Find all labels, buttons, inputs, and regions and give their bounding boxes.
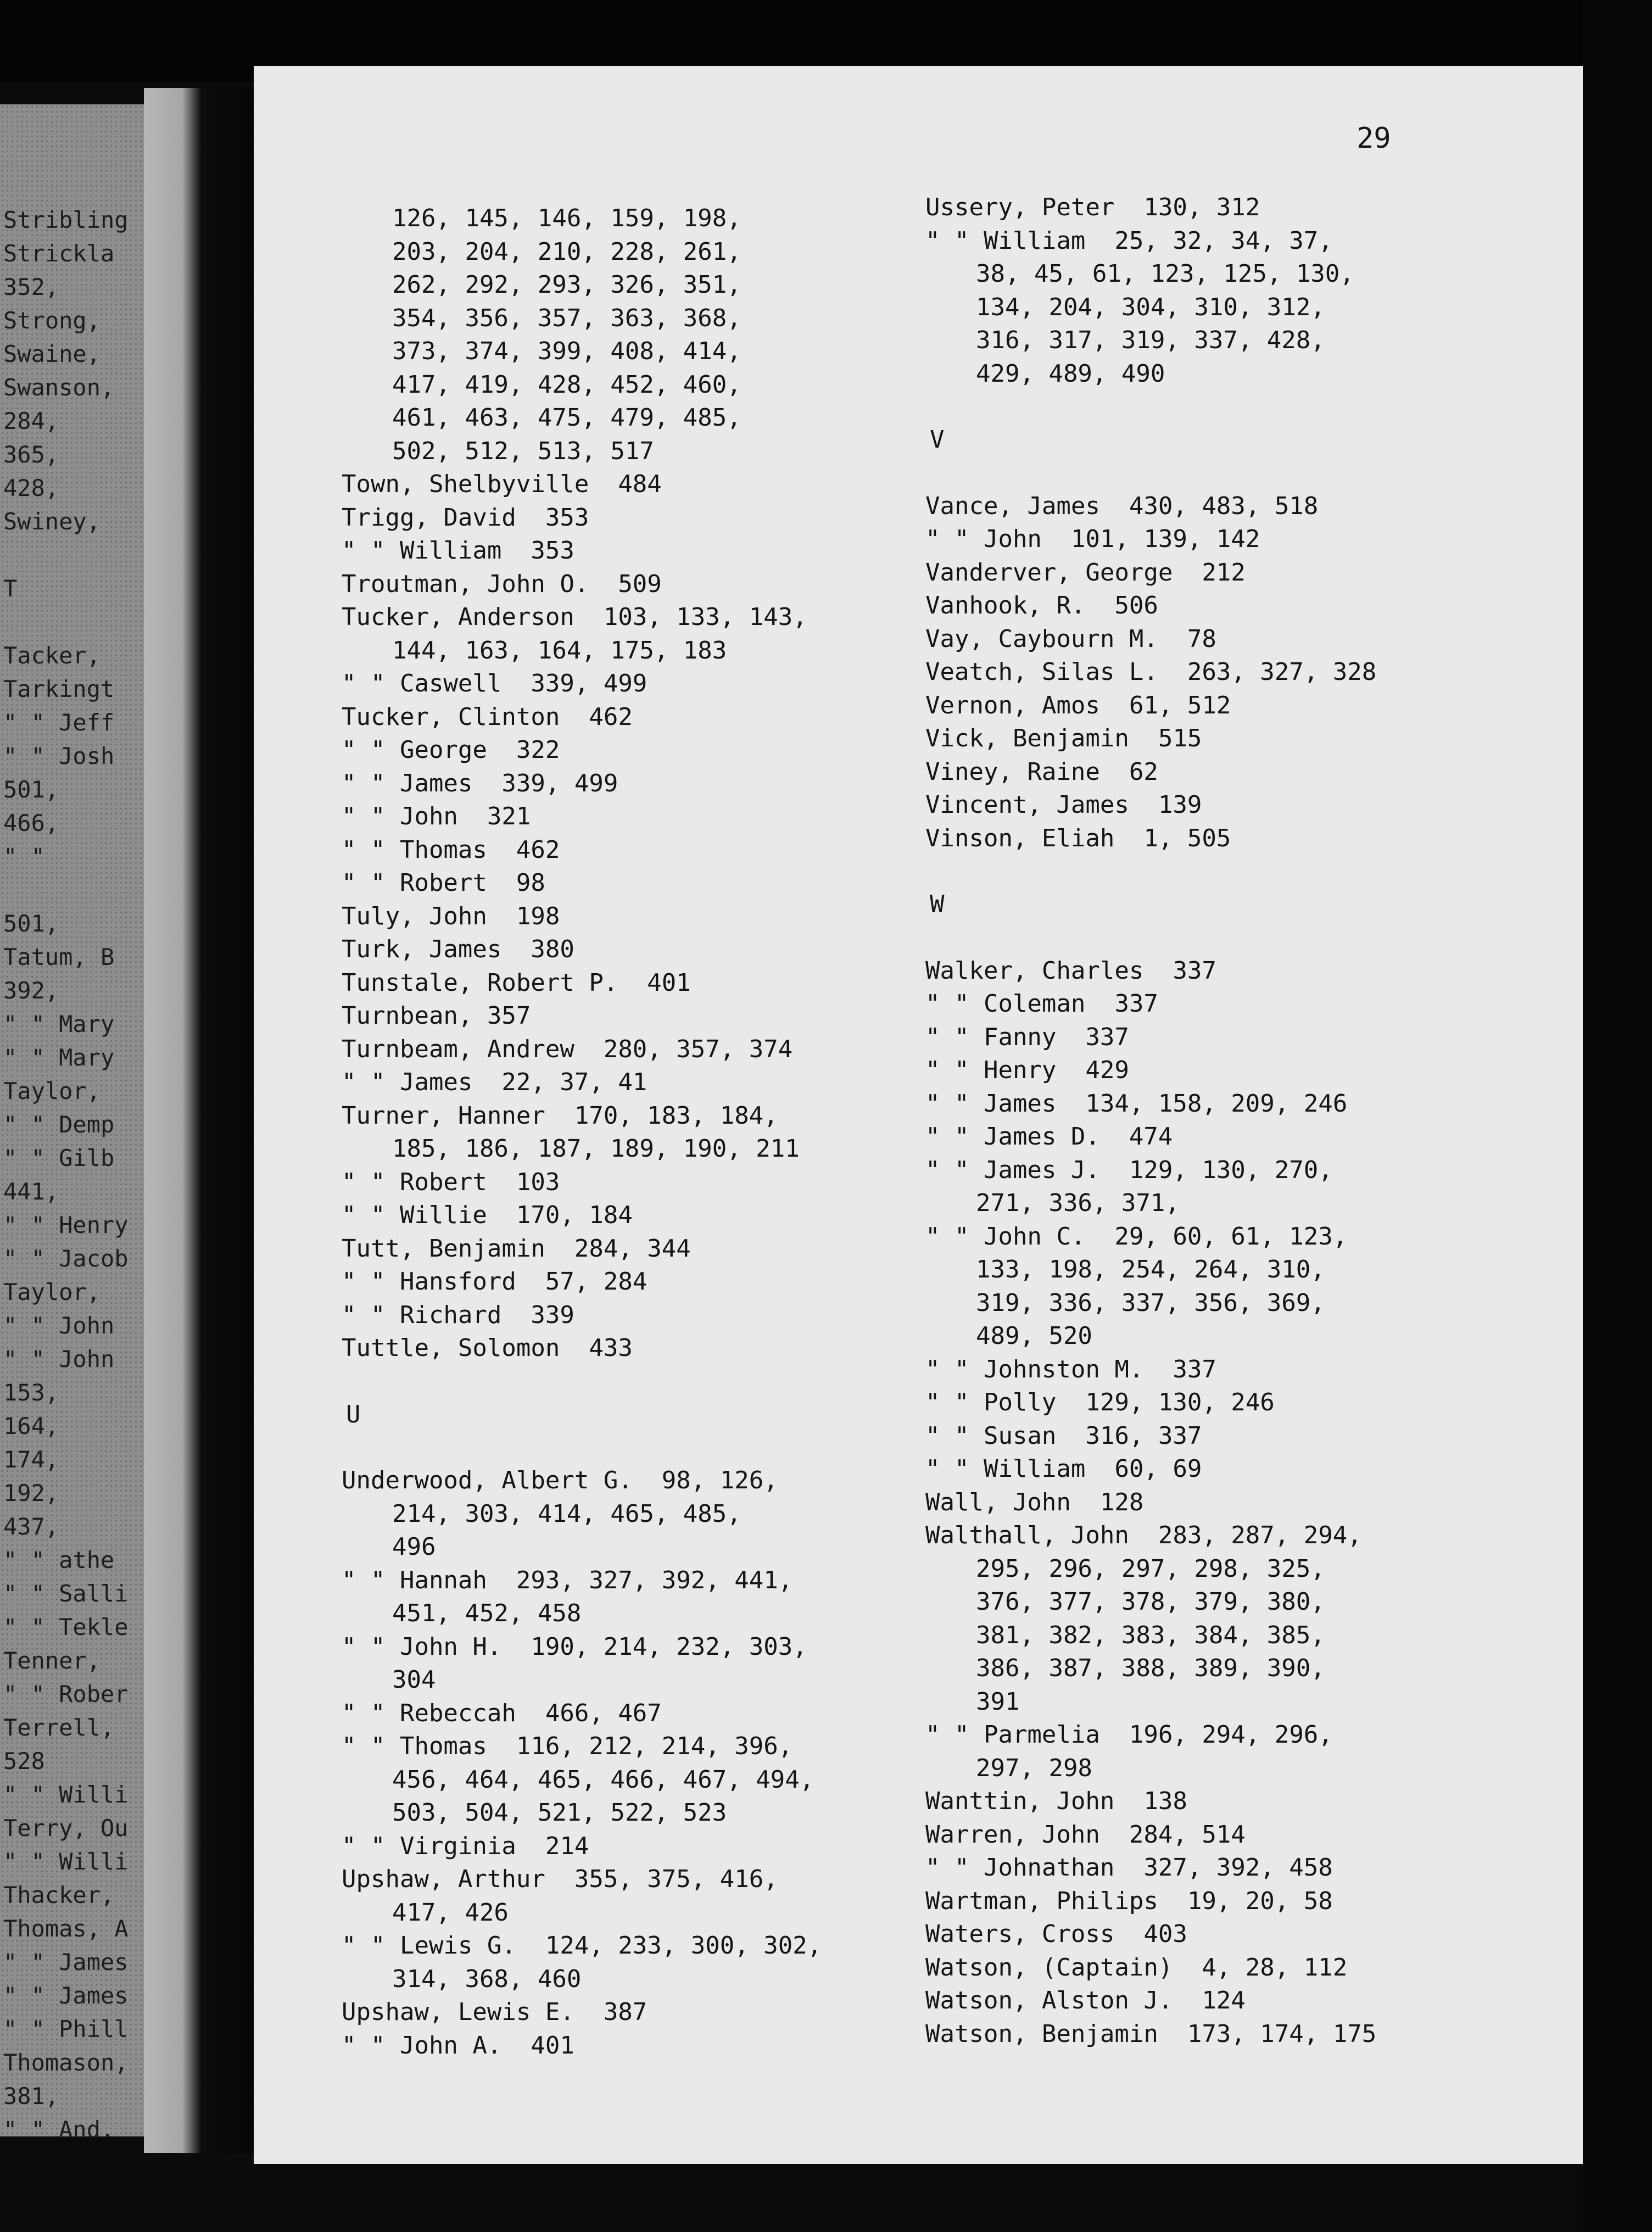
margin-fragment: " " Jeff [3,709,115,736]
index-entry [342,767,891,801]
entry-line: Tuly, John 198 [342,902,560,930]
index-entry [925,623,1475,656]
index-entry [925,1386,1475,1420]
entry-line: Underwood, Albert G. 98, 126, [342,1466,778,1494]
entry-line: " " Fanny 337 [925,1023,1129,1051]
entry-line: " " William 25, 32, 34, 37, [925,226,1333,255]
entry-continuation: 386, 387, 388, 389, 390, [976,1654,1325,1682]
margin-fragment: 352, [3,274,59,300]
section-gap [342,1431,891,1464]
margin-fragment: 164, [3,1413,59,1439]
index-entry [342,534,891,568]
entry-continuation: 271, 336, 371, [976,1189,1180,1217]
margin-fragment: 365, [3,441,59,468]
entry-line: Wanttin, John 138 [925,1787,1187,1815]
entry-line: " " John 321 [342,802,531,830]
index-entry [342,1000,891,1033]
entry-line: " " James 134, 158, 209, 246 [925,1089,1348,1118]
index-entry [925,1353,1475,1387]
entry-line: Turnbeam, Andrew 280, 357, 374 [342,1035,793,1063]
entry-continuation: 203, 204, 210, 228, 261, [392,237,741,266]
entry-line: " " Parmelia 196, 294, 296, [925,1721,1333,1749]
index-entry [342,1730,891,1830]
margin-fragment: " " Rober [3,1681,129,1708]
index-entry [925,490,1475,523]
entry-continuation: 134, 204, 304, 310, 312, [976,293,1325,321]
entry-continuation: 295, 296, 297, 298, 325, [976,1554,1325,1583]
margin-fragment: " " Mary [3,1044,115,1071]
section-gap [925,855,1475,888]
entry-line: Viney, Raine 62 [925,757,1158,786]
margin-fragment: Strickla [3,240,115,267]
entry-line: Town, Shelbyville 484 [342,470,662,498]
section-gap [925,922,1475,955]
index-entry [342,568,891,601]
entry-line: " " Johnathan 327, 392, 458 [925,1854,1333,1882]
entry-line: " " Hansford 57, 284 [342,1268,648,1296]
entry-continuation: 144, 163, 164, 175, 183 [392,636,727,665]
entry-continuation: 502, 512, 513, 517 [392,437,654,465]
entry-line: Watson, Alston J. 124 [925,1987,1246,2015]
index-entry [342,1830,891,1863]
entry-continuation: 304 [392,1666,436,1694]
index-column-right [925,191,1475,2051]
entry-line: " " Polly 129, 130, 246 [925,1388,1275,1416]
entry-continuation: 297, 298 [976,1754,1092,1782]
entry-line: " " Virginia 214 [342,1832,589,1860]
margin-fragment: " " [3,843,45,870]
index-entry [925,1220,1475,1353]
margin-fragment: " " John [3,1312,115,1339]
index-entry [342,933,891,967]
entry-line: Tucker, Anderson 103, 133, 143, [342,603,807,631]
index-entry [925,1453,1475,1486]
margin-fragment: " " Mary [3,1011,115,1037]
margin-fragment: " " Willi [3,1781,129,1808]
entry-line: Trigg, David 353 [342,503,589,532]
index-entry [925,556,1475,590]
index-entry [342,1332,891,1365]
index-entry [925,1420,1475,1453]
margin-fragment: Swiney, [3,508,101,535]
margin-fragment: Tacker, [3,642,101,669]
margin-fragment: " " Willi [3,1848,129,1875]
index-entry [342,734,891,767]
index-entry [342,1066,891,1100]
entry-line: Tutt, Benjamin 284, 344 [342,1234,691,1263]
index-entry [342,1697,891,1731]
section-letter: W [930,890,945,918]
section-letter: U [346,1400,361,1429]
adjacent-page-strip [0,104,144,2143]
index-entry [925,955,1475,988]
entry-continuation: 185, 186, 187, 189, 190, 211 [392,1135,800,1163]
entry-line: Turk, James 380 [342,935,574,963]
index-entry [925,722,1475,756]
margin-fragment: " " Jacob [3,1245,129,1272]
entry-line: Vincent, James 139 [925,791,1202,819]
margin-fragment: Strong, [3,307,101,334]
entry-continuation: 381, 382, 383, 384, 385, [976,1621,1325,1649]
entry-line: " " Robert 98 [342,869,545,897]
entry-line: " " William 60, 69 [925,1455,1202,1483]
index-entry [342,501,891,535]
section-gap [925,457,1475,490]
entry-continuation: 133, 198, 254, 264, 310, [976,1256,1325,1284]
entry-continuation: 373, 374, 399, 408, 414, [392,337,741,365]
entry-line: Walker, Charles 337 [925,956,1216,985]
index-entry [342,1631,891,1697]
margin-fragment: 174, [3,1446,59,1473]
margin-fragment: " " Demp [3,1111,115,1138]
index-entry [342,1564,891,1631]
entry-line: " " John H. 190, 214, 232, 303, [342,1632,807,1661]
entry-line: " " Willie 170, 184 [342,1201,633,1229]
entry-line: " " Johnston M. 337 [925,1355,1216,1383]
index-entry [342,1464,891,1564]
margin-fragment: " " Phill [3,2016,129,2043]
index-entry [342,2029,891,2063]
entry-line: " " George 322 [342,736,560,764]
index-entry [342,701,891,734]
entry-continuation: 391 [976,1687,1020,1716]
entry-continuation: 496 [392,1533,436,1561]
entry-continuation: 314, 368, 460 [392,1965,582,1993]
entry-line: " " Thomas 116, 212, 214, 396, [342,1732,793,1760]
margin-fragment: 501, [3,910,59,937]
index-entry [342,1929,891,1996]
entry-line: Vance, James 430, 483, 518 [925,492,1319,520]
index-entry [925,1154,1475,1220]
index-entry [925,656,1475,689]
entry-line: 126, 145, 146, 159, 198, [392,204,741,232]
index-entry [342,1100,891,1166]
index-entry [342,202,891,468]
entry-continuation: 316, 317, 319, 337, 428, [976,326,1325,354]
index-entry [342,667,891,701]
entry-line: " " John A. 401 [342,2031,574,2060]
margin-fragment: " " Henry [3,1212,129,1238]
entry-continuation: 214, 303, 414, 465, 485, [392,1499,741,1528]
entry-line: Tuttle, Solomon 433 [342,1334,633,1362]
margin-fragment: 392, [3,977,59,1004]
index-entry [925,1851,1475,1885]
entry-line: " " James 339, 499 [342,769,618,797]
entry-line: " " William 353 [342,537,574,565]
entry-continuation: 489, 520 [976,1322,1092,1350]
entry-line: Turnbean, 357 [342,1002,531,1030]
margin-fragment: 441, [3,1178,59,1205]
index-entry [925,1818,1475,1852]
index-entry [342,800,891,834]
index-entry [342,1299,891,1332]
index-entry [342,1863,891,1929]
entry-continuation: 38, 45, 61, 123, 125, 130, [976,260,1354,288]
entry-line: " " Susan 316, 337 [925,1421,1202,1450]
entry-continuation: 451, 452, 458 [392,1599,582,1627]
margin-fragment: " " John [3,1346,115,1372]
margin-fragment: Swanson, [3,374,115,401]
entry-continuation: 461, 463, 475, 479, 485, [392,404,741,432]
margin-fragment: 437, [3,1513,59,1540]
entry-continuation: 262, 292, 293, 326, 351, [392,271,741,299]
entry-line: Wartman, Philips 19, 20, 58 [925,1887,1333,1915]
entry-line: Upshaw, Arthur 355, 375, 416, [342,1865,778,1893]
entry-line: Ussery, Peter 130, 312 [925,193,1260,221]
index-entry [925,191,1475,225]
margin-fragment: " " athe [3,1547,115,1573]
entry-line: Tucker, Clinton 462 [342,702,633,731]
index-entry [342,468,891,501]
index-entry [925,987,1475,1021]
entry-line: Vinson, Eliah 1, 505 [925,824,1231,852]
entry-line: " " Coleman 337 [925,990,1158,1018]
index-entry [342,1232,891,1266]
book-spine [144,88,254,2153]
page-number: 29 [1357,122,1391,155]
entry-line: Turner, Hanner 170, 183, 184, [342,1101,778,1130]
margin-fragment: 501, [3,776,59,803]
entry-line: " " James J. 129, 130, 270, [925,1156,1333,1184]
index-entry [925,1021,1475,1054]
index-entry [925,789,1475,822]
index-entry [925,1054,1475,1087]
margin-fragment: Tatum, B [3,944,115,970]
margin-fragment: " " Josh [3,743,115,769]
entry-line: Watson, Benjamin 173, 174, 175 [925,2019,1377,2048]
margin-fragment: Thomas, A [3,1915,129,1942]
scan-right-margin [1583,0,1652,2232]
margin-fragment: Taylor, [3,1078,101,1104]
entry-line: Vanhook, R. 506 [925,592,1158,620]
entry-line: " " Robert 103 [342,1168,560,1196]
index-entry [342,601,891,667]
margin-fragment: Terry, Ou [3,1815,129,1842]
index-entry [925,2018,1475,2051]
margin-fragment: " " Gilb [3,1145,115,1171]
entry-continuation: 376, 377, 378, 379, 380, [976,1588,1325,1616]
index-entry [925,589,1475,623]
index-entry [925,756,1475,789]
index-entry [342,1033,891,1067]
entry-line: Veatch, Silas L. 263, 327, 328 [925,658,1377,686]
margin-fragment: 428, [3,475,59,501]
entry-line: " " Caswell 339, 499 [342,669,648,698]
section-gap [342,1365,891,1398]
entry-line: Walthall, John 283, 287, 294, [925,1521,1362,1549]
index-entry [925,1519,1475,1718]
margin-fragment: Thomason, [3,2049,129,2076]
index-entry [925,1120,1475,1154]
margin-fragment: " " Salli [3,1580,129,1607]
index-column-left [342,202,891,2062]
index-entry [342,1265,891,1299]
index-entry [925,225,1475,391]
index-entry [342,1996,891,2029]
entry-continuation: 319, 336, 337, 356, 369, [976,1288,1325,1317]
entry-line: " " John C. 29, 60, 61, 123, [925,1222,1348,1251]
entry-line: Vick, Benjamin 515 [925,724,1202,752]
index-entry [925,689,1475,723]
index-entry [925,1718,1475,1785]
margin-fragment: Tarkingt [3,676,115,702]
margin-fragment: 528 [3,1748,45,1775]
margin-fragment: " " And. [3,2116,115,2143]
entry-line: " " Hannah 293, 327, 392, 441, [342,1566,793,1594]
index-entry [925,822,1475,856]
entry-line: " " James D. 474 [925,1123,1173,1151]
margin-fragment: " " James [3,1949,129,1976]
index-entry [925,1486,1475,1520]
entry-line: Tunstale, Robert P. 401 [342,968,691,997]
margin-fragment: Terrell, [3,1714,115,1741]
index-entry [925,1951,1475,1985]
entry-line: Vay, Caybourn M. 78 [925,624,1216,653]
index-entry [925,1087,1475,1121]
entry-line: Watson, (Captain) 4, 28, 112 [925,1953,1348,1982]
index-entry [925,1918,1475,1951]
index-entry [925,523,1475,556]
entry-continuation: 417, 419, 428, 452, 460, [392,370,741,399]
margin-fragment: Stribling [3,207,129,233]
entry-line: Wall, John 128 [925,1488,1144,1516]
entry-continuation: 429, 489, 490 [976,359,1165,388]
margin-fragment: Swaine, [3,341,101,367]
entry-line: " " Henry 429 [925,1056,1129,1084]
index-entry [342,900,891,934]
entry-line: Vernon, Amos 61, 512 [925,691,1231,719]
margin-fragment: 192, [3,1480,59,1506]
entry-line: Warren, John 284, 514 [925,1820,1246,1849]
entry-line: " " James 22, 37, 41 [342,1068,648,1096]
index-entry [342,834,891,867]
index-entry [925,1885,1475,1918]
entry-continuation: 417, 426 [392,1898,509,1927]
margin-fragment: 466, [3,810,59,836]
index-entry [342,1166,891,1199]
entry-continuation: 456, 464, 465, 466, 467, 494, [392,1765,814,1794]
index-entry [342,867,891,900]
margin-fragment: 284, [3,408,59,434]
entry-line: " " Thomas 462 [342,835,560,864]
margin-fragment: " " Tekle [3,1614,129,1640]
entry-line: " " Richard 339 [342,1301,574,1329]
margin-fragment: Tenner, [3,1647,101,1674]
margin-fragment: 153, [3,1379,59,1406]
entry-continuation: 354, 356, 357, 363, 368, [392,304,741,332]
margin-fragment: " " James [3,1982,129,2009]
entry-line: Waters, Cross 403 [925,1920,1187,1948]
entry-line: Troutman, John O. 509 [342,570,662,598]
margin-fragment: Taylor, [3,1279,101,1305]
margin-fragment: T [3,575,18,602]
entry-line: " " Rebeccah 466, 467 [342,1699,662,1727]
margin-fragment: Thacker, [3,1882,115,1909]
index-entry [925,1984,1475,2018]
index-entry [342,1199,891,1232]
margin-fragment: 381, [3,2083,59,2110]
index-entry [925,1785,1475,1818]
entry-line: " " Lewis G. 124, 233, 300, 302, [342,1932,822,1960]
entry-line: Vanderver, George 212 [925,558,1246,587]
section-gap [925,390,1475,423]
index-entry [342,967,891,1000]
entry-continuation: 503, 504, 521, 522, 523 [392,1799,727,1827]
entry-line: Upshaw, Lewis E. 387 [342,1998,648,2026]
entry-line: " " John 101, 139, 142 [925,525,1260,553]
section-letter: V [930,426,945,454]
